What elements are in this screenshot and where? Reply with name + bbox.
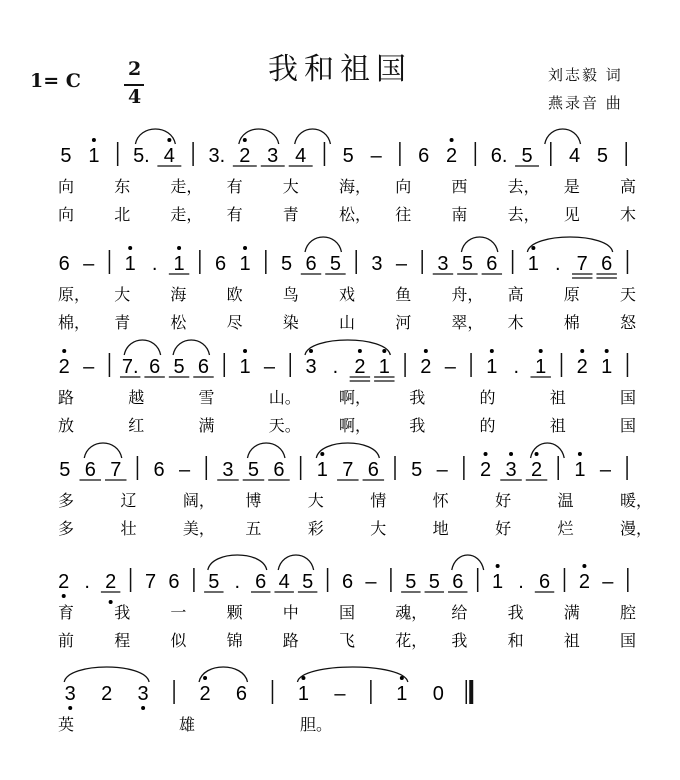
note: –	[334, 683, 346, 705]
octave-dot-above	[509, 452, 513, 456]
lyric-syllable: 翠，	[451, 313, 484, 332]
slur-arc	[295, 129, 331, 144]
lyric-syllable: 花，	[395, 631, 428, 650]
slur-arc	[527, 237, 612, 252]
lyric-syllable: 博	[245, 491, 262, 510]
note: 1	[239, 356, 251, 378]
slur-arc	[452, 555, 484, 570]
lyric-syllable: 木	[507, 313, 524, 332]
note: 3	[437, 253, 449, 275]
slur-arc	[278, 555, 313, 570]
octave-dot-above	[496, 564, 500, 568]
lyric-syllable: 胆。	[300, 715, 333, 734]
lyric-syllable: 我	[451, 631, 468, 650]
lyric-syllable: 怒	[620, 313, 637, 332]
note: –	[444, 356, 456, 378]
note: 6	[418, 145, 430, 167]
octave-dot-above	[243, 246, 247, 250]
note: –	[436, 459, 448, 481]
note: 5	[59, 459, 71, 481]
lyric-syllable: 给	[451, 603, 468, 622]
note: 2	[58, 571, 70, 593]
note: 5	[208, 571, 220, 593]
lyric-syllable: 我	[409, 416, 426, 435]
note: 6	[452, 571, 464, 593]
octave-dot-above	[320, 452, 324, 456]
lyric-syllable: 一	[170, 603, 187, 622]
lyric-syllable: 育	[58, 603, 75, 622]
note: –	[599, 459, 611, 481]
note: 1	[124, 253, 136, 275]
note: 6	[486, 253, 498, 275]
slur-arc	[64, 667, 149, 682]
lyric-syllable: 向	[58, 205, 75, 224]
note: –	[83, 253, 95, 275]
octave-dot-above	[450, 138, 454, 142]
lyric-syllable: 国	[620, 388, 637, 407]
note: –	[365, 571, 377, 593]
note: 6	[255, 571, 267, 593]
octave-dot-above	[424, 349, 428, 353]
lyric-syllable: 松	[170, 313, 187, 332]
lyric-syllable: 祖	[563, 631, 580, 650]
note: 1	[396, 683, 408, 705]
note: 5	[281, 253, 293, 275]
note: 2	[446, 145, 458, 167]
note: 1	[239, 253, 251, 275]
lyric-syllable: 往	[395, 205, 412, 224]
note: 2	[105, 571, 117, 593]
note: 6	[168, 571, 180, 593]
lyric-syllable: 和	[507, 631, 524, 650]
lyric-syllable: 去，	[507, 177, 540, 196]
lyric-syllable: 雪	[198, 388, 215, 407]
lyric-syllable: 舟，	[451, 285, 484, 304]
lyric-syllable: 地	[432, 519, 449, 538]
note: 5	[342, 145, 354, 167]
lyric-syllable: 青	[282, 205, 299, 224]
octave-dot-above	[484, 452, 488, 456]
note: 1	[316, 459, 328, 481]
note: 2	[101, 683, 113, 705]
lyric-syllable: 放	[58, 416, 75, 435]
note: 1	[601, 356, 613, 378]
lyric-syllable: 红	[128, 416, 145, 435]
lyric-syllable: 雄	[179, 715, 196, 734]
note: 1	[492, 571, 504, 593]
octave-dot-above	[605, 349, 609, 353]
note: 7	[110, 459, 122, 481]
lyricist-credit: 刘志毅 词	[548, 66, 623, 84]
note: 7	[576, 253, 588, 275]
note: 5	[405, 571, 417, 593]
octave-dot-above	[243, 138, 247, 142]
lyric-syllable: 大	[282, 177, 299, 196]
lyric-syllable: 松，	[339, 205, 372, 224]
octave-dot-above	[531, 246, 535, 250]
slur-arc	[316, 443, 379, 458]
note: 6.	[490, 145, 508, 167]
slur-arc	[305, 340, 390, 355]
lyric-syllable: 祖	[549, 416, 566, 435]
lyric-syllable: 有	[226, 177, 243, 196]
note: 3	[137, 683, 149, 705]
note: 7	[342, 459, 354, 481]
octave-dot-below	[109, 600, 113, 604]
note: 3	[267, 145, 279, 167]
octave-dot-below	[62, 594, 66, 598]
slur-arc	[173, 340, 209, 355]
slur-arc	[208, 555, 267, 570]
lyric-syllable: 似	[170, 631, 187, 650]
note: 6	[215, 253, 227, 275]
song-title: 我和祖国	[268, 52, 412, 87]
note: 6	[153, 459, 165, 481]
slur-arc	[305, 237, 341, 252]
note: 5	[173, 356, 185, 378]
octave-dot-below	[141, 706, 145, 710]
lyric-syllable: 英	[58, 715, 75, 734]
lyric-syllable: 高	[620, 177, 637, 196]
lyric-syllable: 烂	[557, 519, 574, 538]
note: 6	[58, 253, 70, 275]
lyric-syllable: 的	[479, 388, 496, 407]
octave-dot-above	[167, 138, 171, 142]
lyric-syllable: 多	[58, 491, 75, 510]
note: 1	[378, 356, 390, 378]
note: 6	[341, 571, 354, 593]
octave-dot-above	[309, 349, 313, 353]
note: 4	[295, 145, 307, 167]
note: 1	[486, 356, 498, 378]
note: 0	[432, 683, 444, 705]
note: 6	[273, 459, 285, 481]
lyric-syllable: 大	[370, 519, 387, 538]
note: –	[83, 356, 95, 378]
note: 2	[576, 356, 588, 378]
note: –	[179, 459, 191, 481]
note: .	[332, 356, 339, 378]
slur-arc	[247, 443, 285, 458]
lyric-syllable: 五	[245, 519, 262, 538]
note: 1	[173, 253, 185, 275]
lyric-syllable: 我	[507, 603, 524, 622]
lyric-syllable: 锦	[226, 631, 243, 650]
lyric-syllable: 棉，	[58, 313, 91, 332]
lyric-syllable: 温	[557, 491, 574, 510]
slur-arc	[297, 667, 407, 682]
note: 2	[199, 683, 211, 705]
note: 1	[527, 253, 539, 275]
lyric-syllable: 走，	[170, 205, 203, 224]
lyric-syllable: 走，	[170, 177, 203, 196]
octave-dot-above	[62, 349, 66, 353]
lyric-syllable: 满	[563, 603, 580, 622]
note: .	[84, 571, 90, 593]
note: .	[151, 253, 158, 275]
lyric-syllable: 情	[370, 491, 387, 510]
note: 3	[305, 356, 317, 378]
lyric-syllable: 怀	[432, 491, 449, 510]
note: .	[518, 571, 524, 593]
note: .	[555, 253, 561, 275]
time-signature-bottom: 4	[128, 86, 142, 108]
lyric-syllable: 飞	[339, 631, 356, 650]
lyric-syllable: 山。	[268, 388, 301, 407]
note: 7.	[121, 356, 139, 378]
note: 2	[354, 356, 366, 378]
lyric-syllable: 西	[451, 177, 468, 196]
slur-arc	[124, 340, 160, 355]
lyric-syllable: 欧	[226, 285, 243, 304]
slur-arc	[84, 443, 122, 458]
note: 2	[58, 356, 70, 378]
note: 5	[302, 571, 314, 593]
lyric-syllable: 大	[307, 491, 324, 510]
note: 1	[88, 145, 100, 167]
time-signature-top: 2	[128, 58, 142, 80]
octave-dot-above	[203, 676, 207, 680]
octave-dot-above	[535, 452, 539, 456]
lyric-syllable: 多	[58, 519, 75, 538]
lyric-syllable: 腔	[620, 603, 637, 622]
lyric-syllable: 阔，	[182, 491, 215, 510]
note: 5	[60, 145, 72, 167]
octave-dot-above	[92, 138, 96, 142]
lyric-syllable: 辽	[120, 491, 137, 510]
note: .	[234, 571, 241, 593]
lyric-syllable: 海	[170, 285, 187, 304]
lyric-syllable: 我	[114, 603, 131, 622]
note: 3	[371, 253, 383, 275]
lyric-syllable: 北	[114, 205, 131, 224]
slur-arc	[199, 667, 247, 682]
note: 5	[461, 253, 473, 275]
lyric-syllable: 中	[282, 603, 299, 622]
lyric-syllable: 魂，	[395, 603, 428, 622]
lyric-syllable: 向	[58, 177, 75, 196]
octave-dot-above	[582, 564, 586, 568]
lyric-syllable: 鸟	[282, 285, 299, 304]
note: 6	[601, 253, 613, 275]
lyric-syllable: 戏	[339, 285, 356, 304]
lyric-syllable: 染	[282, 313, 299, 332]
note: 5	[247, 459, 260, 481]
note: 5	[411, 459, 423, 481]
slur-arc	[461, 237, 497, 252]
note: 4	[568, 145, 581, 167]
lyric-syllable: 青	[114, 313, 131, 332]
lyric-syllable: 高	[507, 285, 524, 304]
lyric-syllable: 国	[620, 416, 637, 435]
lyric-syllable: 路	[282, 631, 299, 650]
lyric-syllable: 国	[620, 631, 637, 650]
note: 4	[163, 145, 175, 167]
octave-dot-above	[358, 349, 362, 353]
lyric-syllable: 向	[395, 177, 412, 196]
note: 2	[420, 356, 432, 378]
key-signature: 1= C	[30, 70, 81, 92]
lyric-syllable: 程	[114, 631, 131, 650]
note: 5	[428, 571, 440, 593]
lyric-syllable: 的	[479, 416, 496, 435]
note: 2	[479, 459, 492, 481]
lyric-syllable: 去，	[507, 205, 540, 224]
lyric-syllable: 尽	[226, 313, 243, 332]
note: 6	[84, 459, 96, 481]
note: 6	[235, 683, 248, 705]
note: 7	[144, 571, 157, 593]
lyric-syllable: 颗	[226, 603, 243, 622]
lyric-syllable: 棉	[563, 313, 580, 332]
octave-dot-above	[580, 349, 584, 353]
octave-dot-above	[128, 246, 132, 250]
lyric-syllable: 暖，	[620, 491, 653, 510]
note: –	[263, 356, 276, 378]
lyric-syllable: 海，	[339, 177, 372, 196]
note: 3	[222, 459, 234, 481]
lyric-syllable: 大	[114, 285, 131, 304]
note: .	[513, 356, 520, 378]
lyric-syllable: 彩	[307, 519, 324, 538]
slur-arc	[545, 129, 581, 144]
note: 5	[521, 145, 533, 167]
lyric-syllable: 木	[620, 205, 637, 224]
lyric-syllable: 原	[563, 285, 580, 304]
note: 4	[278, 571, 290, 593]
lyric-syllable: 啊，	[339, 388, 372, 407]
lyric-syllable: 壮	[120, 519, 137, 538]
note: 5	[596, 145, 609, 167]
note: –	[602, 571, 614, 593]
lyric-syllable: 好	[495, 491, 512, 510]
lyric-syllable: 有	[226, 205, 243, 224]
note: –	[395, 253, 407, 275]
lyric-syllable: 东	[114, 177, 131, 196]
note: 3.	[208, 145, 226, 167]
note: 3	[64, 683, 76, 705]
note: 2	[578, 571, 590, 593]
octave-dot-above	[177, 246, 181, 250]
note: 6	[305, 253, 317, 275]
note: –	[370, 145, 382, 167]
lyric-syllable: 南	[451, 205, 468, 224]
lyric-syllable: 越	[128, 388, 145, 407]
note: 6	[367, 459, 379, 481]
lyric-syllable: 河	[395, 313, 412, 332]
octave-dot-above	[243, 349, 247, 353]
lyric-syllable: 路	[58, 388, 75, 407]
lyric-syllable: 山	[339, 313, 356, 332]
octave-dot-below	[68, 706, 72, 710]
note: 1	[297, 683, 310, 705]
lyric-syllable: 美，	[182, 519, 215, 538]
lyric-syllable: 见	[563, 205, 580, 224]
note: 1	[535, 356, 547, 378]
lyric-syllable: 满	[198, 416, 215, 435]
note: 6	[197, 356, 210, 378]
octave-dot-above	[382, 349, 386, 353]
note: 6	[538, 571, 551, 593]
lyric-syllable: 祖	[549, 388, 566, 407]
lyric-syllable: 前	[58, 631, 75, 650]
note: 5	[329, 253, 342, 275]
octave-dot-above	[539, 349, 543, 353]
lyric-syllable: 我	[409, 388, 426, 407]
lyric-syllable: 是	[563, 177, 580, 196]
note: 5.	[133, 145, 150, 167]
octave-dot-above	[578, 452, 582, 456]
lyric-syllable: 漫，	[620, 519, 653, 538]
lyric-syllable: 好	[495, 519, 512, 538]
lyric-syllable: 天。	[268, 416, 301, 435]
lyric-syllable: 天	[620, 285, 637, 304]
lyric-syllable: 鱼	[395, 285, 412, 304]
note: 1	[574, 459, 586, 481]
note: 2	[239, 145, 251, 167]
composer-credit: 燕录音 曲	[548, 94, 623, 112]
octave-dot-above	[490, 349, 494, 353]
note: 2	[530, 459, 543, 481]
lyric-syllable: 原，	[58, 285, 91, 304]
note: 6	[149, 356, 161, 378]
lyric-syllable: 国	[339, 603, 356, 622]
note: 3	[505, 459, 517, 481]
lyric-syllable: 啊，	[339, 416, 372, 435]
